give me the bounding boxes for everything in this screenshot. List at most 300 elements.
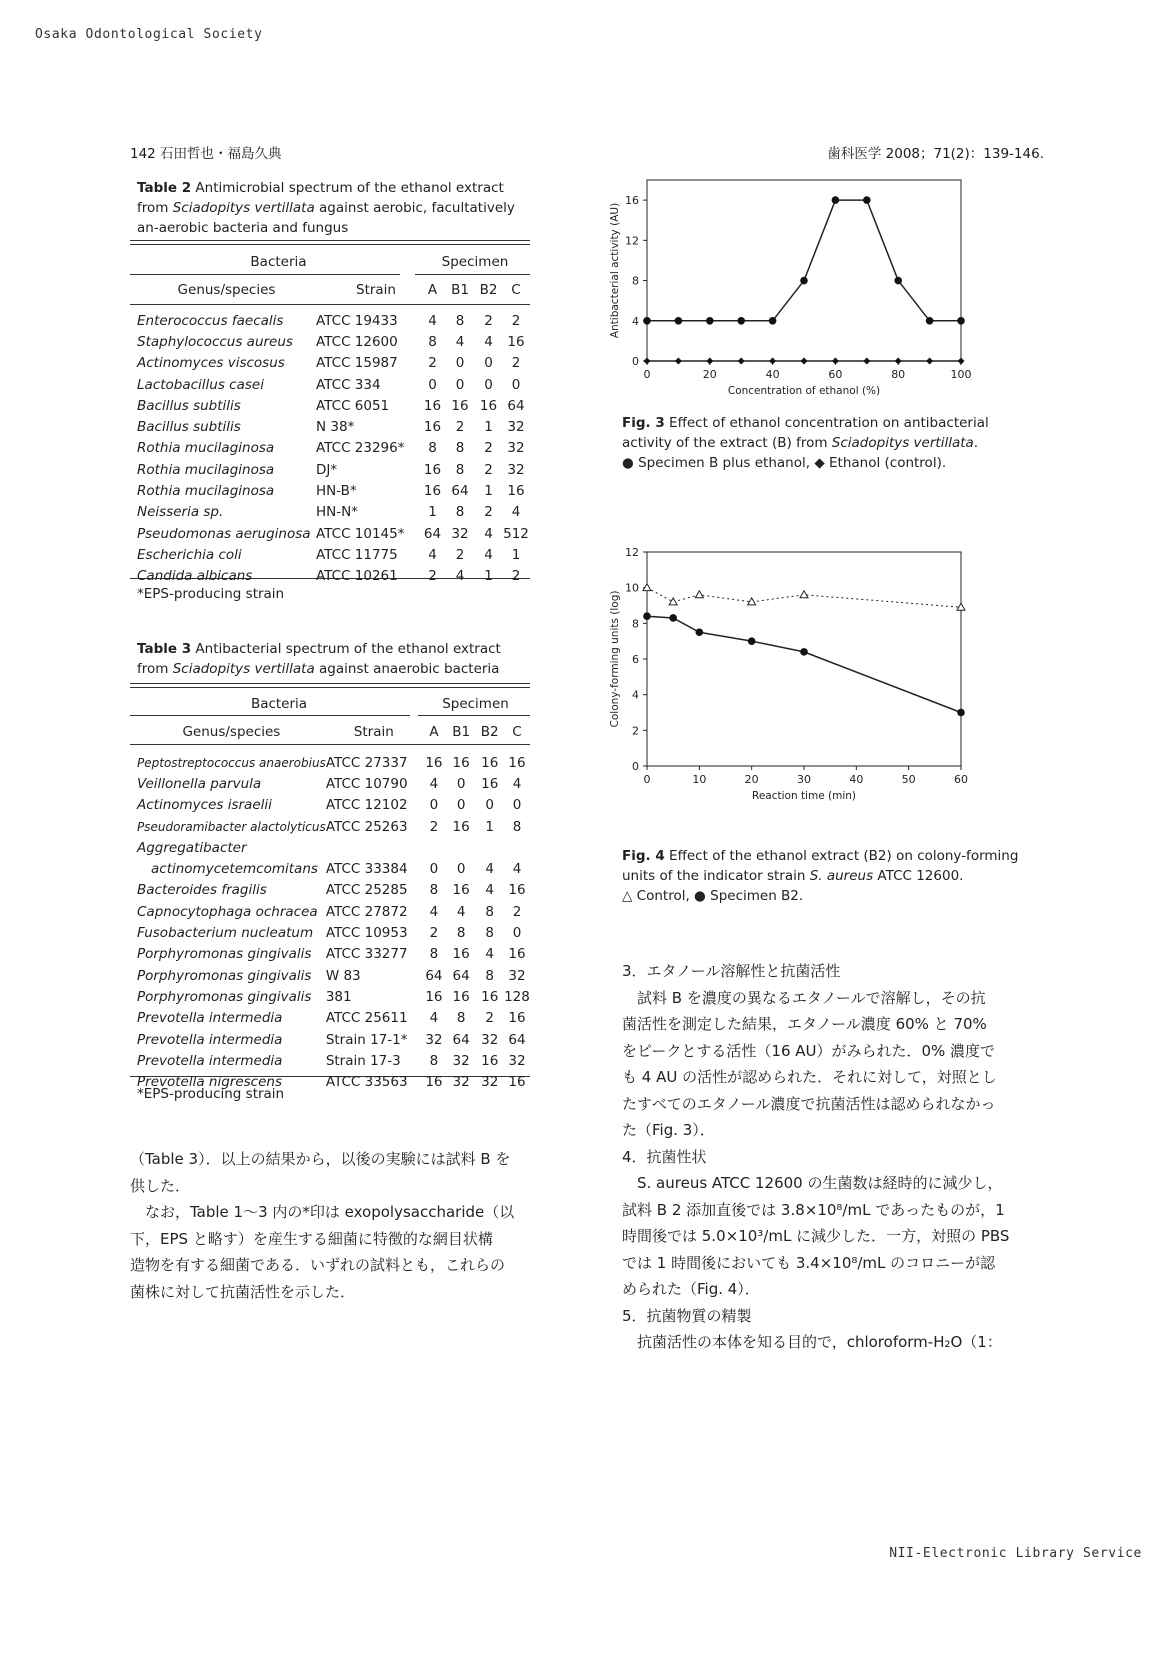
fig3-caption-line2b: . (973, 435, 979, 451)
fig3-caption (622, 413, 1022, 473)
table3-cell-genus: Peptostreptococcus anaerobius (137, 755, 326, 770)
table3-cell-a: 16 (425, 754, 443, 771)
body-right-line: 抗菌活性の本体を知る目的で，chloroform-H₂O（1： (637, 1333, 1002, 1351)
table3-cell-genus: Aggregatibacter (137, 839, 247, 856)
fig4-x-axis-label: Reaction time (min) (752, 790, 856, 802)
table3-cell-genus: Bacteroides fragilis (137, 882, 267, 899)
fig4-point-triangle (669, 598, 677, 605)
body-right-line: た（Fig. 3）． (622, 1121, 715, 1139)
table3-cell-b2: 4 (485, 882, 494, 899)
table3-col-b2: B2 (480, 724, 499, 740)
fig4-y-tick-label: 6 (632, 653, 639, 666)
table2-cell-a: 4 (428, 312, 437, 329)
table2-caption-species: Sciadopitys vertillata (172, 200, 315, 216)
table2-cell-b1: 2 (455, 419, 465, 436)
table3-cell-b1: 16 (452, 882, 470, 899)
table3-cell-b2: 8 (485, 925, 494, 942)
table3-cell-genus: Porphyromonas gingivalis (137, 946, 312, 963)
table2-cell-a: 2 (428, 355, 437, 372)
table2-cell-genus: Staphylococcus aureus (137, 333, 293, 350)
table3-cell-strain: ATCC 25285 (325, 882, 408, 899)
table3-col-a: A (429, 724, 439, 740)
table2-cell-c: 4 (511, 504, 521, 521)
table3-cell-strain: Strain 17-1* (325, 1031, 408, 1048)
table2-caption-label: Table 2 (137, 180, 192, 196)
table2-cell-c: 2 (511, 312, 521, 329)
fig3-x-tick-label: 20 (702, 368, 717, 381)
fig4-caption-legend: △ Control, ● Specimen B2. (622, 888, 804, 904)
table2-cell-c: 1 (511, 546, 521, 563)
body-left-line: （Table 3）．以上の結果から，以後の実験には試料 B を (130, 1150, 511, 1168)
body-left-line: 菌株に対して抗菌活性を示した． (130, 1282, 356, 1301)
table3-cell-b2: 2 (485, 1010, 494, 1027)
table3-caption-text1: Antibacterial spectrum of the ethanol extract from (137, 641, 501, 677)
table3-cell-c: 4 (512, 775, 522, 792)
fig4-point-circle (669, 614, 677, 622)
fig3-series-line (647, 200, 961, 321)
table3-cell-a (421, 837, 447, 858)
table2-row (137, 374, 530, 395)
table2-cell-b2: 0 (484, 376, 493, 393)
table3-cell-c: 32 (508, 1052, 526, 1069)
table2-cell-b1: 8 (455, 312, 465, 329)
table3-cell-genus: Actinomyces israelii (137, 797, 272, 814)
fig3-y-tick-label: 0 (632, 355, 639, 368)
section-heading: 5．抗菌物質の精製 (622, 1306, 752, 1325)
fig3-point-circle (769, 317, 777, 325)
fig3-y-tick-label: 16 (625, 194, 639, 208)
fig3-point-diamond (706, 358, 713, 365)
table2-cell-b2: 4 (484, 546, 493, 563)
table3-row (137, 901, 530, 922)
table3-caption-species: Sciadopitys vertillata (172, 661, 315, 677)
table2-row (137, 416, 530, 437)
table2-row (137, 566, 530, 587)
table3-cell-b1: 0 (456, 775, 466, 792)
table2-cell-strain: HN-N* (316, 504, 358, 521)
table3-row (137, 858, 530, 879)
table2-cell-b2: 1 (484, 419, 493, 436)
table3-row (137, 986, 530, 1007)
fig3-caption-species: Sciadopitys vertillata (831, 435, 974, 451)
fig3-point-diamond (769, 358, 776, 365)
table3-cell-b2: 16 (481, 988, 499, 1005)
table3-cell-c: 64 (508, 1031, 526, 1048)
body-right-line: をピークとする活性（16 AU）がみられた．0% 濃度で (622, 1041, 996, 1060)
table2-cell-strain: ATCC 23296* (316, 440, 405, 457)
fig4-x-tick-label: 10 (692, 773, 707, 786)
table3-cell-b1: 8 (456, 1010, 466, 1027)
table3-head-specimen: Specimen (442, 696, 509, 712)
table2-cell-b2: 2 (484, 461, 493, 478)
table2-cell-b2: 2 (484, 312, 493, 329)
body-left-line: 造物を有する細菌である．いずれの試料とも，これらの (130, 1256, 506, 1274)
table2-row (137, 480, 530, 501)
table3-cell-c (504, 837, 530, 858)
table3-cell-strain: ATCC 27337 (325, 754, 408, 771)
table3-caption-text2: against anaerobic bacteria (314, 661, 500, 677)
table2-cell-b2: 0 (484, 355, 493, 372)
table2-cell-b1: 8 (455, 440, 465, 457)
table3-footnote: *EPS-producing strain (137, 1086, 285, 1102)
body-left-line: 下，EPS と略す）を産生する細菌に特徴的な網目状構 (130, 1229, 493, 1248)
fig3-point-diamond (863, 358, 870, 365)
table2-cell-strain: HN-B* (316, 483, 357, 500)
table2-cell-genus: Rothia mucilaginosa (137, 461, 275, 478)
body-right-line: S. aureus ATCC 12600 の生菌数は経時的に減少し， (637, 1174, 1003, 1192)
table3-row (137, 880, 530, 901)
table2-cell-a: 16 (423, 397, 442, 414)
table3-cell-b1: 16 (452, 988, 470, 1005)
table3-cell-genus: Fusobacterium nucleatum (137, 925, 314, 942)
table3-cell-genus: Prevotella intermedia (137, 1010, 283, 1027)
table3-cell-strain: ATCC 12102 (325, 797, 408, 814)
table2-cell-c: 32 (507, 440, 525, 457)
table3-cell-strain (326, 837, 421, 858)
fig4-y-tick-label: 10 (625, 581, 639, 595)
table3-col-b1: B1 (452, 724, 471, 740)
table3-cell-b2: 16 (481, 775, 499, 792)
table3-cell-genus: Prevotella intermedia (137, 1031, 283, 1048)
table2-head-bacteria: Bacteria (250, 254, 307, 270)
fig3-point-circle (926, 317, 934, 325)
table2-cell-b1: 16 (451, 397, 469, 414)
table2-cell-c: 16 (507, 483, 525, 500)
fig3-point-circle (643, 317, 651, 325)
table3-cell-strain: ATCC 25611 (325, 1010, 408, 1027)
table2-head-specimen: Specimen (441, 254, 509, 270)
table3-caption-label: Table 3 (137, 641, 192, 657)
table2-row (137, 502, 530, 523)
section-heading: 3．エタノール溶解性と抗菌活性 (622, 962, 841, 980)
table3-row (137, 922, 530, 943)
table3-row (137, 1029, 530, 1050)
table3-row (137, 752, 530, 773)
table2-cell-b1: 8 (455, 504, 465, 521)
table3-cell-c: 32 (508, 967, 526, 984)
table3-cell-b1: 16 (452, 754, 470, 771)
table3-cell-b1: 64 (452, 1031, 470, 1048)
table3-cell-c: 0 (512, 925, 522, 942)
table2-footnote: *EPS-producing strain (137, 586, 285, 602)
table2-cell-a: 8 (428, 333, 437, 350)
table2 (137, 248, 530, 587)
fig3-y-tick-label: 12 (625, 234, 639, 248)
table2-cell-b2: 4 (484, 525, 493, 542)
table3-cell-b1: 32 (452, 1052, 470, 1069)
table2-row (137, 523, 530, 544)
table3-cell-a: 4 (429, 775, 439, 792)
table2-cell-a: 64 (423, 525, 442, 542)
table3-cell-b2: 4 (485, 861, 494, 878)
table3-cell-b1: 4 (456, 903, 466, 920)
body-left (130, 1146, 550, 1305)
table2-cell-strain: ATCC 10145* (316, 525, 405, 542)
fig4-point-triangle (957, 603, 965, 610)
fig4-chart (605, 540, 1015, 840)
table2-cell-a: 0 (428, 376, 437, 393)
table2-cell-b1: 32 (451, 525, 469, 542)
table2-cell-genus: Actinomyces viscosus (137, 355, 285, 372)
fig3-point-diamond (895, 358, 902, 365)
fig3-y-axis-label: Antibacterial activity (AU) (609, 202, 621, 339)
fig4-caption-line2b: ATCC 12600. (873, 868, 964, 884)
table3-cell-c: 16 (508, 1010, 526, 1027)
fig3-x-axis-label: Concentration of ethanol (%) (727, 385, 881, 397)
table2-cell-a: 8 (428, 440, 437, 457)
body-right (622, 958, 1032, 1356)
table2-col-genus: Genus/species (177, 282, 276, 298)
table3-cell-genus: Pseudoramibacter alactolyticus (137, 819, 326, 834)
fig4-point-triangle (695, 591, 703, 598)
table2-cell-b1: 8 (455, 461, 465, 478)
fig3-point-circle (832, 196, 840, 204)
table2-cell-b1: 4 (455, 333, 465, 350)
table2-cell-c: 2 (511, 355, 521, 372)
table2-row (137, 353, 530, 374)
fig3-y-tick-label: 4 (632, 314, 639, 328)
fig4-point-circle (643, 612, 651, 620)
table3-cell-a: 0 (429, 797, 439, 814)
fig4-x-tick-label: 50 (901, 773, 916, 786)
fig4-series-line (647, 616, 961, 712)
table2-col-b1: B1 (451, 282, 469, 298)
table2-cell-b2: 2 (484, 440, 493, 457)
table3-row (137, 1008, 530, 1029)
fig3-y-tick-label: 8 (632, 274, 639, 288)
fig4-y-tick-label: 12 (625, 546, 639, 559)
table2-row (137, 438, 530, 459)
fig4-point-circle (748, 637, 756, 645)
table2-cell-c: 64 (507, 397, 525, 414)
table2-cell-genus: Enterococcus faecalis (137, 312, 284, 329)
table3-cell-b2: 4 (485, 946, 494, 963)
table3-cell-strain: ATCC 10790 (325, 775, 408, 792)
table2-cell-strain: ATCC 10261 (316, 568, 398, 585)
fig4-caption-line1: Effect of the ethanol extract (B2) on colony-forming (669, 848, 1019, 864)
body-left-line: なお，Table 1〜3 内の*印は exopolysaccharide（以 (145, 1203, 515, 1221)
fig4-point-circle (696, 628, 704, 636)
table3-cell-b2: 32 (481, 1031, 499, 1048)
fig3-point-diamond (738, 358, 745, 365)
table2-cell-c: 2 (511, 568, 521, 585)
table2-cell-b2: 1 (484, 483, 493, 500)
table3-cell-a: 32 (425, 1031, 443, 1048)
fig3-caption-label: Fig. 3 (622, 415, 665, 431)
table3-cell-b2 (475, 837, 504, 858)
fig4-x-tick-label: 30 (797, 773, 811, 786)
fig3-point-circle (800, 277, 808, 285)
table3-cell-a: 16 (425, 988, 443, 1005)
fig3-point-circle (675, 317, 683, 325)
table3-cell-strain: ATCC 33563 (325, 1074, 408, 1091)
table3-cell-a: 2 (429, 925, 439, 942)
fig3-point-diamond (832, 358, 839, 365)
table3-cell-b1: 8 (456, 925, 466, 942)
library-footer: NII-Electronic Library Service (889, 1546, 1142, 1561)
table3-cell-b2: 16 (481, 1052, 499, 1069)
fig4-x-tick-label: 40 (849, 773, 864, 786)
fig3-point-circle (894, 277, 902, 285)
table3-cell-genus: Prevotella nigrescens (137, 1074, 282, 1091)
table3-cell-c: 4 (512, 861, 522, 878)
fig3-point-circle (863, 196, 871, 204)
table3-cell-genus: actinomycetemcomitans (151, 861, 318, 878)
table2-cell-strain: ATCC 15987 (316, 355, 398, 372)
table3-cell-c: 2 (512, 903, 522, 920)
fig3-x-tick-label: 0 (643, 368, 651, 381)
body-right-line: たすべてのエタノール濃度で抗菌活性は認められなかっ (622, 1094, 996, 1113)
table3-cell-b2: 8 (485, 967, 494, 984)
table3-cell-b2: 1 (485, 818, 494, 835)
table2-caption-text2: against aerobic, facultatively an-aerobic bacteria and fungus (137, 200, 515, 236)
table3-col-genus: Genus/species (182, 724, 281, 740)
table3-row (137, 837, 530, 858)
fig4-x-tick-label: 20 (744, 773, 759, 786)
fig4-caption-species: S. aureus (809, 868, 874, 884)
table3-cell-genus: Prevotella intermedia (137, 1052, 283, 1069)
fig3-chart (605, 178, 1015, 408)
table2-cell-b1: 0 (455, 376, 465, 393)
table2-cell-b2: 4 (484, 333, 493, 350)
body-right-line: められた（Fig. 4）． (622, 1280, 760, 1298)
table3-cell-c: 8 (512, 818, 522, 835)
table3-cell-strain: ATCC 33277 (325, 946, 408, 963)
fig3-point-diamond (675, 358, 682, 365)
table3-cell-a: 0 (429, 861, 439, 878)
table2-cell-genus: Neisseria sp. (137, 504, 224, 521)
table2-caption-text1: Antimicrobial spectrum of the ethanol extract from (137, 180, 504, 216)
body-right-line: 菌活性を測定した結果，エタノール濃度 60% と 70% (622, 1015, 987, 1033)
fig3-point-diamond (801, 358, 808, 365)
fig3-caption-line2a: activity of the extract (B) from (622, 435, 832, 451)
fig3-point-diamond (644, 358, 651, 365)
table3-cell-b2: 8 (485, 903, 494, 920)
fig3-x-tick-label: 60 (828, 368, 843, 381)
fig3-caption-legend: ● Specimen B plus ethanol, ◆ Ethanol (control). (622, 455, 947, 471)
fig4-x-tick-label: 60 (954, 773, 968, 786)
table2-top-rule (130, 240, 530, 245)
table2-cell-strain: DJ* (316, 461, 338, 478)
fig4-point-circle (800, 648, 808, 656)
table3-cell-c: 128 (504, 988, 530, 1005)
table2-cell-b1: 64 (451, 483, 469, 500)
table3-cell-b2: 0 (485, 797, 494, 814)
table2-cell-genus: Escherichia coli (137, 546, 242, 563)
table3-cell-b1: 16 (452, 946, 470, 963)
table2-cell-b1: 2 (455, 546, 465, 563)
table2-cell-strain: ATCC 11775 (316, 546, 398, 563)
fig4-y-tick-label: 2 (632, 724, 639, 738)
table2-cell-b1: 0 (455, 355, 465, 372)
table2-cell-a: 16 (423, 419, 442, 436)
fig3-point-circle (706, 317, 714, 325)
table2-row (137, 395, 530, 416)
table2-cell-a: 2 (428, 568, 437, 585)
table3-cell-genus: Capnocytophaga ochracea (137, 903, 318, 920)
table3-cell-strain: ATCC 10953 (325, 925, 408, 942)
table3-caption (137, 639, 532, 679)
fig4-y-tick-label: 0 (632, 760, 639, 773)
table3-cell-a: 8 (429, 946, 439, 963)
table3-cell-b1: 32 (452, 1074, 470, 1091)
table2-cell-genus: Lactobacillus casei (137, 376, 264, 393)
table3-head-bacteria: Bacteria (250, 696, 308, 712)
table2-cell-c: 32 (507, 419, 525, 436)
table3-cell-c: 16 (508, 754, 526, 771)
body-right-line: 時間後では 5.0×10³/mL に減少した．一方，対照の PBS (622, 1227, 1010, 1245)
running-head-left: 142 石田哲也・福島久典 (130, 146, 282, 162)
table3-top-rule (130, 683, 530, 688)
table2-cell-b2: 1 (484, 568, 493, 585)
table3-cell-a: 4 (429, 903, 439, 920)
table2-cell-strain: ATCC 334 (316, 376, 381, 393)
body-right-line: では 1 時間後においても 3.4×10⁸/mL のコロニーが認 (622, 1253, 996, 1272)
table2-row (137, 459, 530, 480)
fig4-caption-label: Fig. 4 (622, 848, 665, 864)
table3-cell-b1: 64 (452, 967, 470, 984)
table3-cell-a: 64 (425, 967, 443, 984)
table2-cell-a: 16 (423, 461, 442, 478)
table3-cell-c: 16 (508, 1074, 526, 1091)
table2-caption (137, 178, 532, 238)
fig3-x-tick-label: 100 (950, 368, 972, 381)
table2-cell-c: 32 (507, 461, 525, 478)
section-heading: 4．抗菌性状 (622, 1147, 707, 1166)
table3-cell-genus: Porphyromonas gingivalis (137, 967, 312, 984)
table3-cell-strain: ATCC 33384 (325, 861, 408, 878)
table3-cell-c: 16 (508, 882, 526, 899)
table2-cell-b1: 4 (455, 568, 465, 585)
table2-cell-strain: N 38* (316, 419, 355, 436)
table3-cell-genus: Porphyromonas gingivalis (137, 988, 312, 1005)
table3-cell-b1 (447, 837, 476, 858)
table2-cell-genus: Rothia mucilaginosa (137, 440, 275, 457)
table3 (137, 690, 530, 1093)
table3-cell-strain: W 83 (325, 967, 361, 984)
table2-cell-c: 512 (503, 525, 529, 542)
table2-cell-genus: Candida albicans (137, 568, 253, 585)
table3-cell-b1: 16 (452, 818, 470, 835)
fig4-caption (622, 846, 1022, 906)
table2-cell-strain: ATCC 19433 (316, 312, 398, 329)
fig3-point-diamond (958, 358, 965, 365)
table3-cell-strain: ATCC 25263 (325, 818, 408, 835)
table2-col-a: A (427, 282, 438, 298)
fig3-point-circle (737, 317, 745, 325)
table3-cell-b2: 16 (481, 754, 499, 771)
table2-row (137, 544, 530, 565)
fig4-point-circle (957, 709, 965, 717)
table3-cell-c: 0 (512, 797, 522, 814)
table3-cell-b2: 32 (481, 1074, 499, 1091)
table3-cell-a: 16 (425, 1074, 443, 1091)
table3-cell-c: 16 (508, 946, 526, 963)
table3-cell-genus: Veillonella parvula (137, 775, 262, 792)
table3-cell-a: 4 (429, 1010, 439, 1027)
fig4-caption-line2a: units of the indicator strain (622, 868, 810, 884)
table2-cell-a: 4 (428, 546, 437, 563)
body-right-line: 試料 B を濃度の異なるエタノールで溶解し，その抗 (637, 988, 986, 1007)
table2-cell-genus: Bacillus subtilis (137, 419, 241, 436)
table2-cell-a: 1 (428, 504, 437, 521)
table2-cell-genus: Pseudomonas aeruginosa (137, 525, 311, 542)
fig3-caption-line1: Effect of ethanol concentration on antibacterial (669, 415, 989, 431)
table2-row (137, 310, 530, 331)
table3-cell-b1: 0 (456, 797, 466, 814)
table3-col-strain: Strain (353, 724, 394, 740)
fig3-point-circle (957, 317, 965, 325)
